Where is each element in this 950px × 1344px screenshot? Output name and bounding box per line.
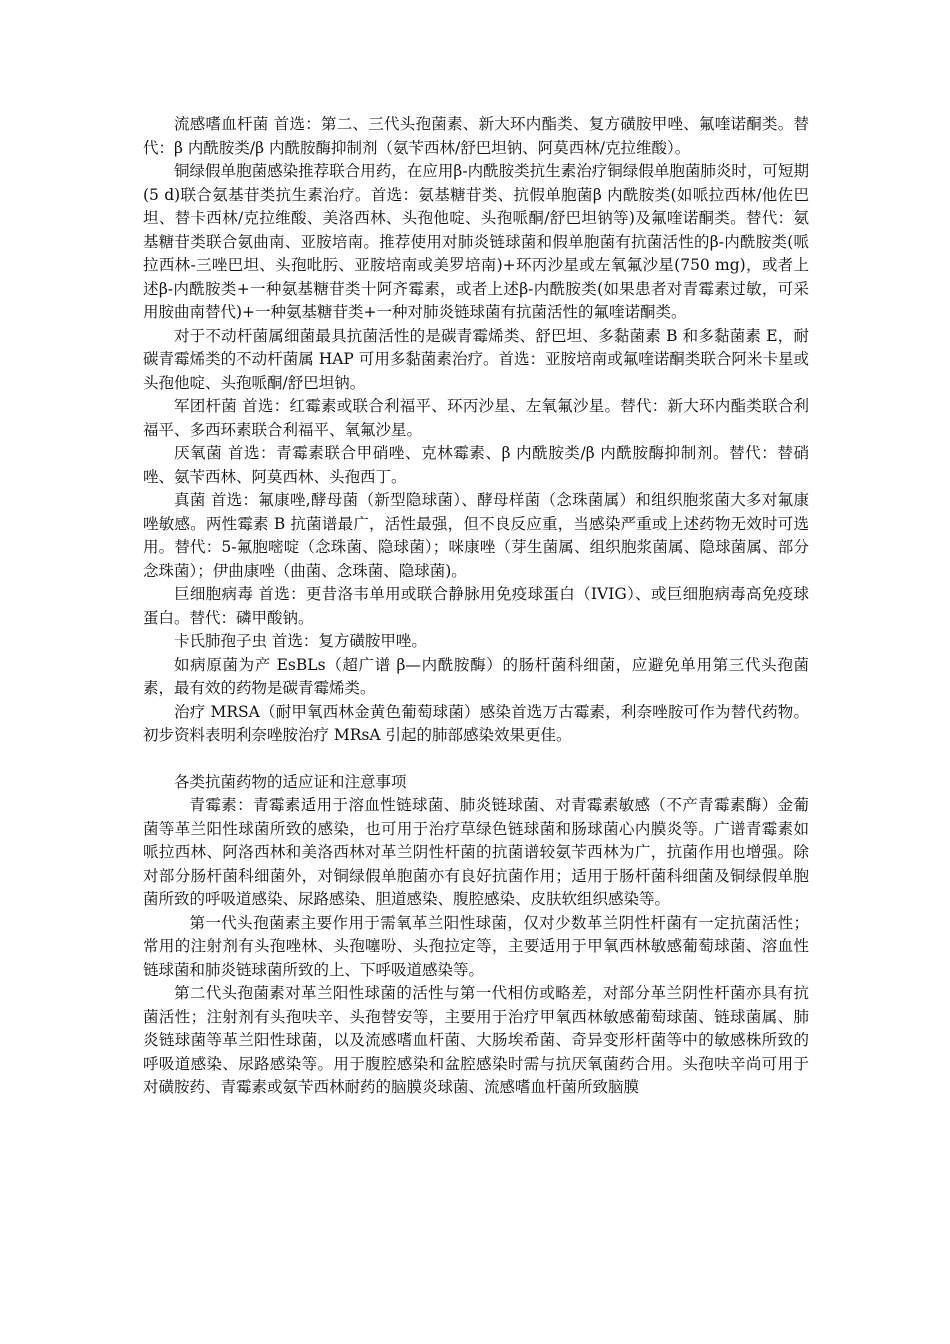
paragraph-fungi: 真菌 首选：氟康唑,酵母菌（新型隐球菌）、酵母样菌（念珠菌属）和组织胞浆菌大多对氟康唑敏感。两性霉素 B 抗菌谱最广，活性最强，但不良反应重，当感染严重或上述药物无效时可选用。替代：5-氟胞嘧啶（念珠菌、隐球菌）；咪康唑（芽生菌属、组织胞浆菌属、隐球菌属、部分念珠菌）；伊曲康唑（曲菌、念珠菌、隐球菌)。 — [143, 491, 809, 580]
paragraph-cytomegalovirus: 巨细胞病毒 首选：更昔洛韦单用或联合静脉用免疫球蛋白（IVIG）、或巨细胞病毒高免疫球蛋白。替代：磷甲酸钠。 — [143, 585, 809, 627]
paragraph-anaerobes: 厌氧菌 首选：青霉素联合甲硝唑、克林霉素、β 内酰胺类/β 内酰胺酶抑制剂。替代：替硝唑、氨苄西林、阿莫西林、头孢西丁。 — [143, 444, 809, 486]
paragraph-pseudomonas: 铜绿假单胞菌感染推荐联合用药，在应用β-内酰胺类抗生素治疗铜绿假单胞菌肺炎时，可短期(5 d)联合氨基苷类抗生素治疗。首选：氨基糖苷类、抗假单胞菌β 内酰胺类(如哌拉西林/他佐巴坦、替卡西林/克拉维酸、美洛西林、头孢他啶、头孢哌酮/舒巴坦钠等)及氟喹诺酮类。替代：氨基糖苷类联合氨曲南、亚胺培南。推荐使用对肺炎链球菌和假单胞菌有抗菌活性的β-内酰胺类(哌拉西林-三唑巴坦、头孢吡肟、亚胺培南或美罗培南)+环丙沙星或左氧氟沙星(750 mg)，或者上述β-内酰胺类+一种氨基糖苷类十阿齐霉素，或者上述β-内酰胺类(如果患者对青霉素过敏，可采用胺曲南替代)+一种氨基糖苷类+一种对肺炎链球菌有抗菌活性的氟喹诺酮类。 — [143, 162, 809, 321]
paragraph-esbls: 如病原菌为产 EsBLs（超广谱 β—内酰胺酶）的肠杆菌科细菌，应避免单用第三代头孢菌素，最有效的药物是碳青霉烯类。 — [143, 655, 809, 697]
section-heading: 各类抗菌药物的适应证和注意事项 — [174, 772, 407, 791]
paragraph-first-gen-cephalosporin: 第一代头孢菌素主要作用于需氧革兰阳性球菌，仅对少数革兰阴性杆菌有一定抗菌活性；常用的注射剂有头孢唑林、头孢噻吩、头孢拉定等，主要适用于甲氧西林敏感葡萄球菌、溶血性链球菌和肺炎链球菌所致的上、下呼吸道感染等。 — [143, 913, 809, 979]
paragraph-haemophilus: 流感嗜血杆菌 首选：第二、三代头孢菌素、新大环内酯类、复方磺胺甲唑、氟喹诺酮类。替代：β 内酰胺类/β 内酰胺酶抑制剂（氨苄西林/舒巴坦钠、阿莫西林/克拉维酸）。 — [143, 115, 809, 157]
paragraph-second-gen-cephalosporin: 第二代头孢菌素对革兰阳性球菌的活性与第一代相仿或略差，对部分革兰阴性杆菌亦具有抗菌活性；注射剂有头孢呋辛、头孢替安等，主要用于治疗甲氧西林敏感葡萄球菌、链球菌属、肺炎链球菌等革兰阳性球菌，以及流感嗜血杆菌、大肠埃希菌、奇异变形杆菌等中的敏感株所致的呼吸道感染、尿路感染等。用于腹腔感染和盆腔感染时需与抗厌氧菌药合用。头孢呋辛尚可用于对磺胺药、青霉素或氨苄西林耐药的脑膜炎球菌、流感嗜血杆菌所致脑膜 — [143, 984, 809, 1096]
paragraph-penicillin: 青霉素：青霉素适用于溶血性链球菌、肺炎链球菌、对青霉素敏感（不产青霉素酶）金葡菌等革兰阳性球菌所致的感染，也可用于治疗草绿色链球菌和肠球菌心内膜炎等。广谱青霉素如哌拉西林、阿洛西林和美洛西林对革兰阴性杆菌的抗菌谱较氨苄西林为广，抗菌作用也增强。除对部分肠杆菌科细菌外，对铜绿假单胞菌亦有良好抗菌作用；适用于肠杆菌科细菌及铜绿假单胞菌所致的呼吸道感染、尿路感染、胆道感染、腹腔感染、皮肤软组织感染等。 — [143, 796, 809, 908]
paragraph-acinetobacter: 对于不动杆菌属细菌最具抗菌活性的是碳青霉烯类、舒巴坦、多黏菌素 B 和多黏菌素 E，耐碳青霉烯类的不动杆菌属 HAP 可用多黏菌素治疗。首选：亚胺培南或氟喹诺酮类联合阿米卡星或头孢他啶、头孢哌酮/舒巴坦钠。 — [143, 326, 809, 392]
paragraph-pneumocystis: 卡氏肺孢子虫 首选：复方磺胺甲唑。 — [174, 632, 427, 650]
document-page — [143, 113, 809, 1100]
paragraph-mrsa: 治疗 MRSA（耐甲氧西林金黄色葡萄球菌）感染首选万古霉素，利奈唑胺可作为替代药物。初步资料表明利奈唑胺治疗 MRsA 引起的肺部感染效果更佳。 — [143, 702, 809, 744]
paragraph-legionella: 军团杆菌 首选：红霉素或联合利福平、环丙沙星、左氧氟沙星。替代：新大环内酯类联合利福平、多西环素联合利福平、氧氟沙星。 — [143, 397, 809, 439]
